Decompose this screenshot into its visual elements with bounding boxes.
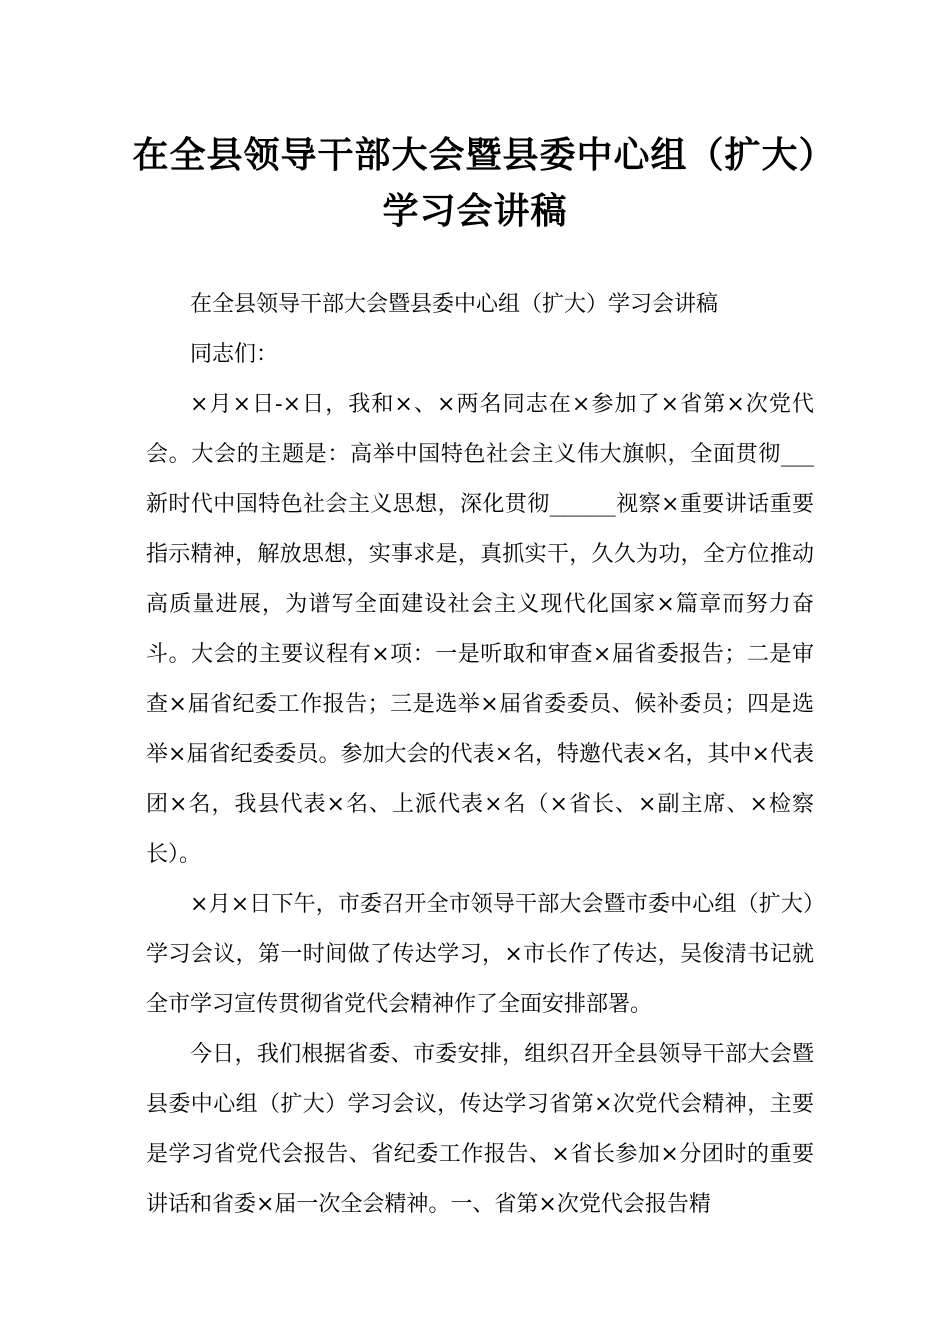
paragraph-county-meeting: 今日，我们根据省委、市委安排，组织召开全县领导干部大会暨县委中心组（扩大）学习会议，传达学习省第×次党代会精神，主要是学习省党代会报告、省纪委工作报告、×省长参加×分团时的重要讲话和省委×届一次全会精神。一、省第×次党代会报告精 (146, 1042, 814, 1217)
paragraph-salutation: 同志们： (190, 342, 279, 367)
paragraph-heading-repeat: 在全县领导干部大会暨县委中心组（扩大）学习会讲稿 (190, 292, 719, 317)
document-title: 在全县领导干部大会暨县委中心组（扩大）学习会讲稿 (132, 135, 818, 232)
paragraph-city-meeting: ×月×日下午，市委召开全市领导干部大会暨市委中心组（扩大）学习会议，第一时间做了传达学习，×市长作了传达，吴俊清书记就全市学习宣传贯彻省党代会精神作了全面安排部署。 (146, 892, 814, 1017)
document-body (146, 280, 814, 1230)
paragraph-congress-summary: ×月×日-×日，我和×、×两名同志在×参加了×省第×次党代会。大会的主题是：高举中国特色社会主义伟大旗帜，全面贯彻___新时代中国特色社会主义思想，深化贯彻______视察×重要讲话重要指示精神，解放思想，实事求是，真抓实干，久久为功，全方位推动高质量进展，为谱写全面建设社会主义现代化国家×篇章而努力奋斗。大会的主要议程有×项：一是听取和审查×届省委报告；二是审查×届省纪委工作报告；三是选举×届省委委员、候补委员；四是选举×届省纪委委员。参加大会的代表×名，特邀代表×名，其中×代表团×名，我县代表×名、上派代表×名（×省长、×副主席、×检察长）。 (146, 392, 814, 867)
